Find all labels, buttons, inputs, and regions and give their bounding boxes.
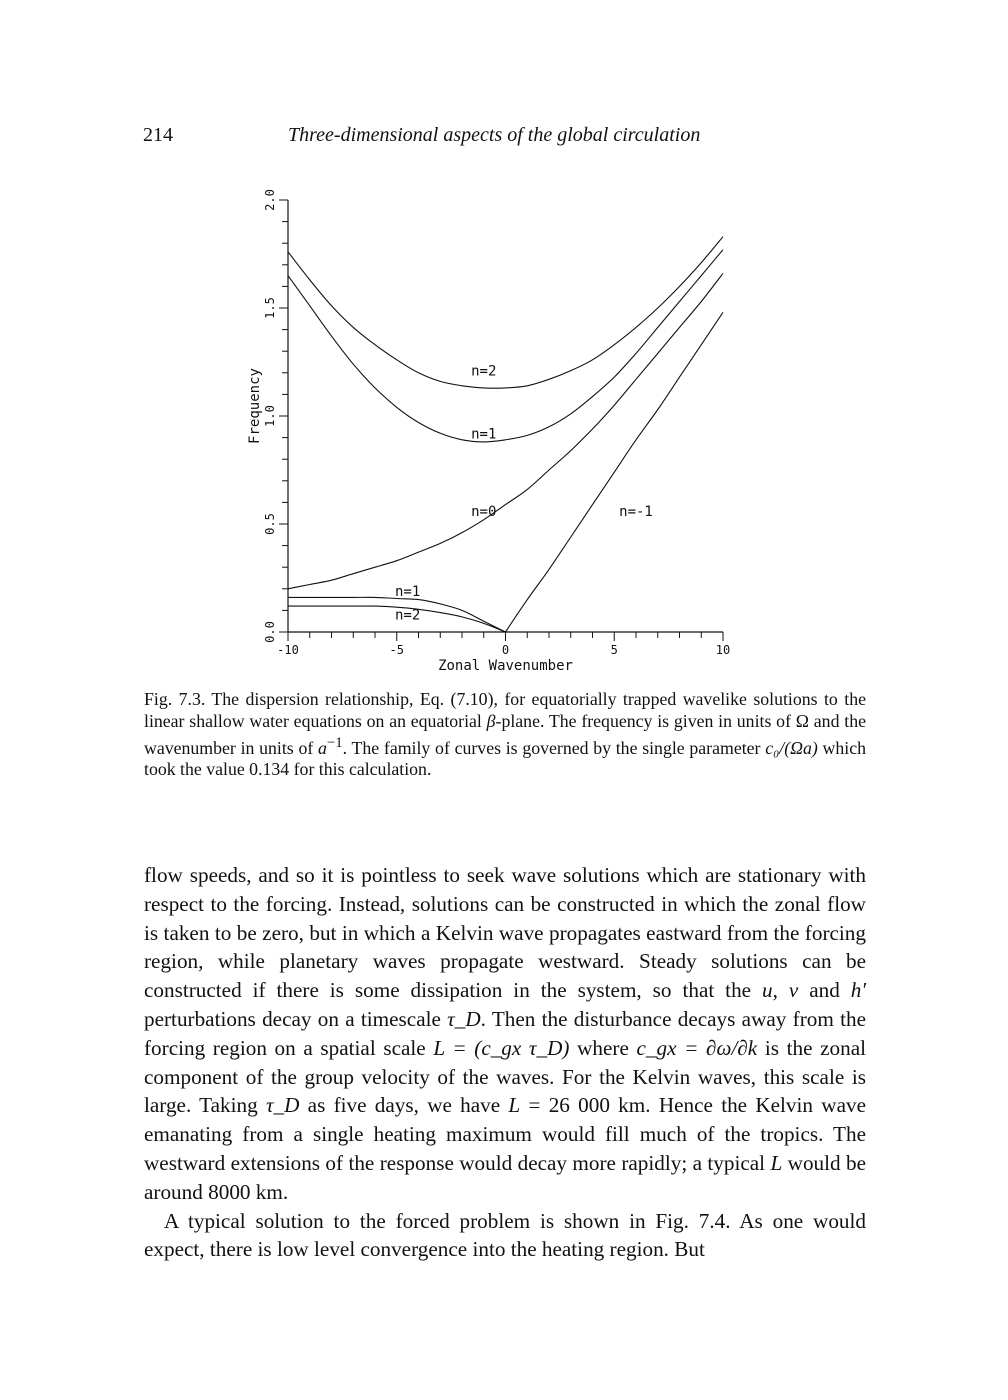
x-axis-label: Zonal Wavenumber	[438, 658, 573, 674]
p1-text-10: would be around 8000 km.	[144, 1150, 866, 1204]
paragraph-2: A typical solution to the forced problem is shown in Fig. 7.4. As one would expect, there is low level convergence into the heating region. But	[144, 1208, 866, 1262]
caption-mid1: -plane. The frequency is given in units of Ω and the wavenumber in units of	[144, 710, 866, 758]
x-tick-label: -10	[277, 643, 299, 657]
y-tick-label: 1.5	[263, 297, 277, 319]
page-number: 214	[143, 124, 173, 146]
p1-text-7: is the zonal component of the group velocity of the waves. For the Kelvin waves, this scale is large. Taking	[144, 1035, 866, 1118]
series-label-4: n=2	[394, 607, 421, 624]
p1-text-4: perturbations decay on a timescale	[144, 1006, 448, 1031]
L-formula: L = (c_gx τ_D)	[433, 1035, 570, 1060]
series-line-2	[288, 273, 723, 588]
cgx-formula: c_gx = ∂ω/∂k	[636, 1035, 758, 1060]
x-tick-label: 5	[610, 643, 618, 657]
series-label-5: n=-1	[619, 504, 653, 521]
tau-d-symbol: τ_D	[447, 1006, 481, 1031]
x-tick-label: 10	[715, 643, 731, 657]
param-symbol: c₀/(Ωa)	[765, 737, 818, 758]
a-symbol: a	[318, 737, 327, 758]
figure-caption	[144, 689, 866, 781]
p1-text-2: ,	[772, 978, 789, 1003]
series-line-1	[288, 250, 723, 442]
a-exponent: −1	[326, 734, 343, 751]
series-label-3: n=1	[394, 583, 421, 600]
v-symbol: v	[788, 978, 799, 1003]
chart-axes	[288, 200, 723, 632]
y-tick-label: 0.5	[263, 513, 277, 535]
p1-text-1: flow speeds, and so it is pointless to seek wave solutions which are stationary with respect to the forcing. Instead, solutions can be constructed in which the zonal flow is taken to be zero, but in which a Kelvin wave propagates eastward from the forcing region, while planetary waves propagate westward. Steady solutions can be constructed if there is some dissipation in the system, so that the	[144, 863, 866, 1003]
L-symbol-2: L	[770, 1150, 783, 1175]
x-tick-label: -5	[389, 643, 404, 657]
paragraph-1	[144, 861, 866, 1207]
y-tick-label: 1.0	[263, 405, 277, 427]
caption-lead: Fig. 7.3. The dispersion relationship, Eq. (7.10), for equatorially trapped wavelike solutions to the linear shallow water equations on an equatorial	[144, 689, 866, 731]
p1-text-5: . Then the disturbance decays away from the forcing region on a spatial scale	[144, 1006, 866, 1060]
series-label-2: n=0	[471, 504, 497, 521]
series-label-1: n=1	[471, 426, 497, 443]
p1-text-3: and	[798, 978, 851, 1003]
y-tick-label: 2.0	[263, 189, 277, 211]
chart-labels	[247, 189, 730, 674]
L-symbol: L	[508, 1093, 521, 1118]
y-tick-label: 0.0	[263, 621, 277, 643]
running-title: Three-dimensional aspects of the global circulation	[288, 124, 701, 146]
body-text	[144, 861, 866, 1264]
caption-tail: which took the value 0.134 for this calculation.	[144, 737, 866, 780]
p1-text-8: as five days, we have	[299, 1093, 509, 1118]
tau-d-symbol-2: τ_D	[265, 1093, 300, 1118]
p1-text-6: where	[569, 1035, 637, 1060]
beta-symbol: β	[486, 710, 496, 731]
series-line-0	[288, 237, 723, 388]
h-symbol: h′	[850, 978, 867, 1003]
u-symbol: u	[762, 978, 773, 1003]
p1-text-9: = 26 000 km. Hence the Kelvin wave emanating from a single heating maximum would fill much of the tropics. The westward extensions of the response would decay more rapidly; a typical	[144, 1093, 866, 1175]
series-line-5	[506, 312, 724, 632]
x-tick-label: 0	[501, 643, 510, 657]
series-label-0: n=2	[471, 363, 497, 380]
chart-series	[288, 237, 723, 632]
y-axis-label: Frequency	[247, 368, 263, 444]
caption-mid2: . The family of curves is governed by the single parameter	[342, 737, 766, 758]
chart-ticks	[279, 200, 723, 641]
